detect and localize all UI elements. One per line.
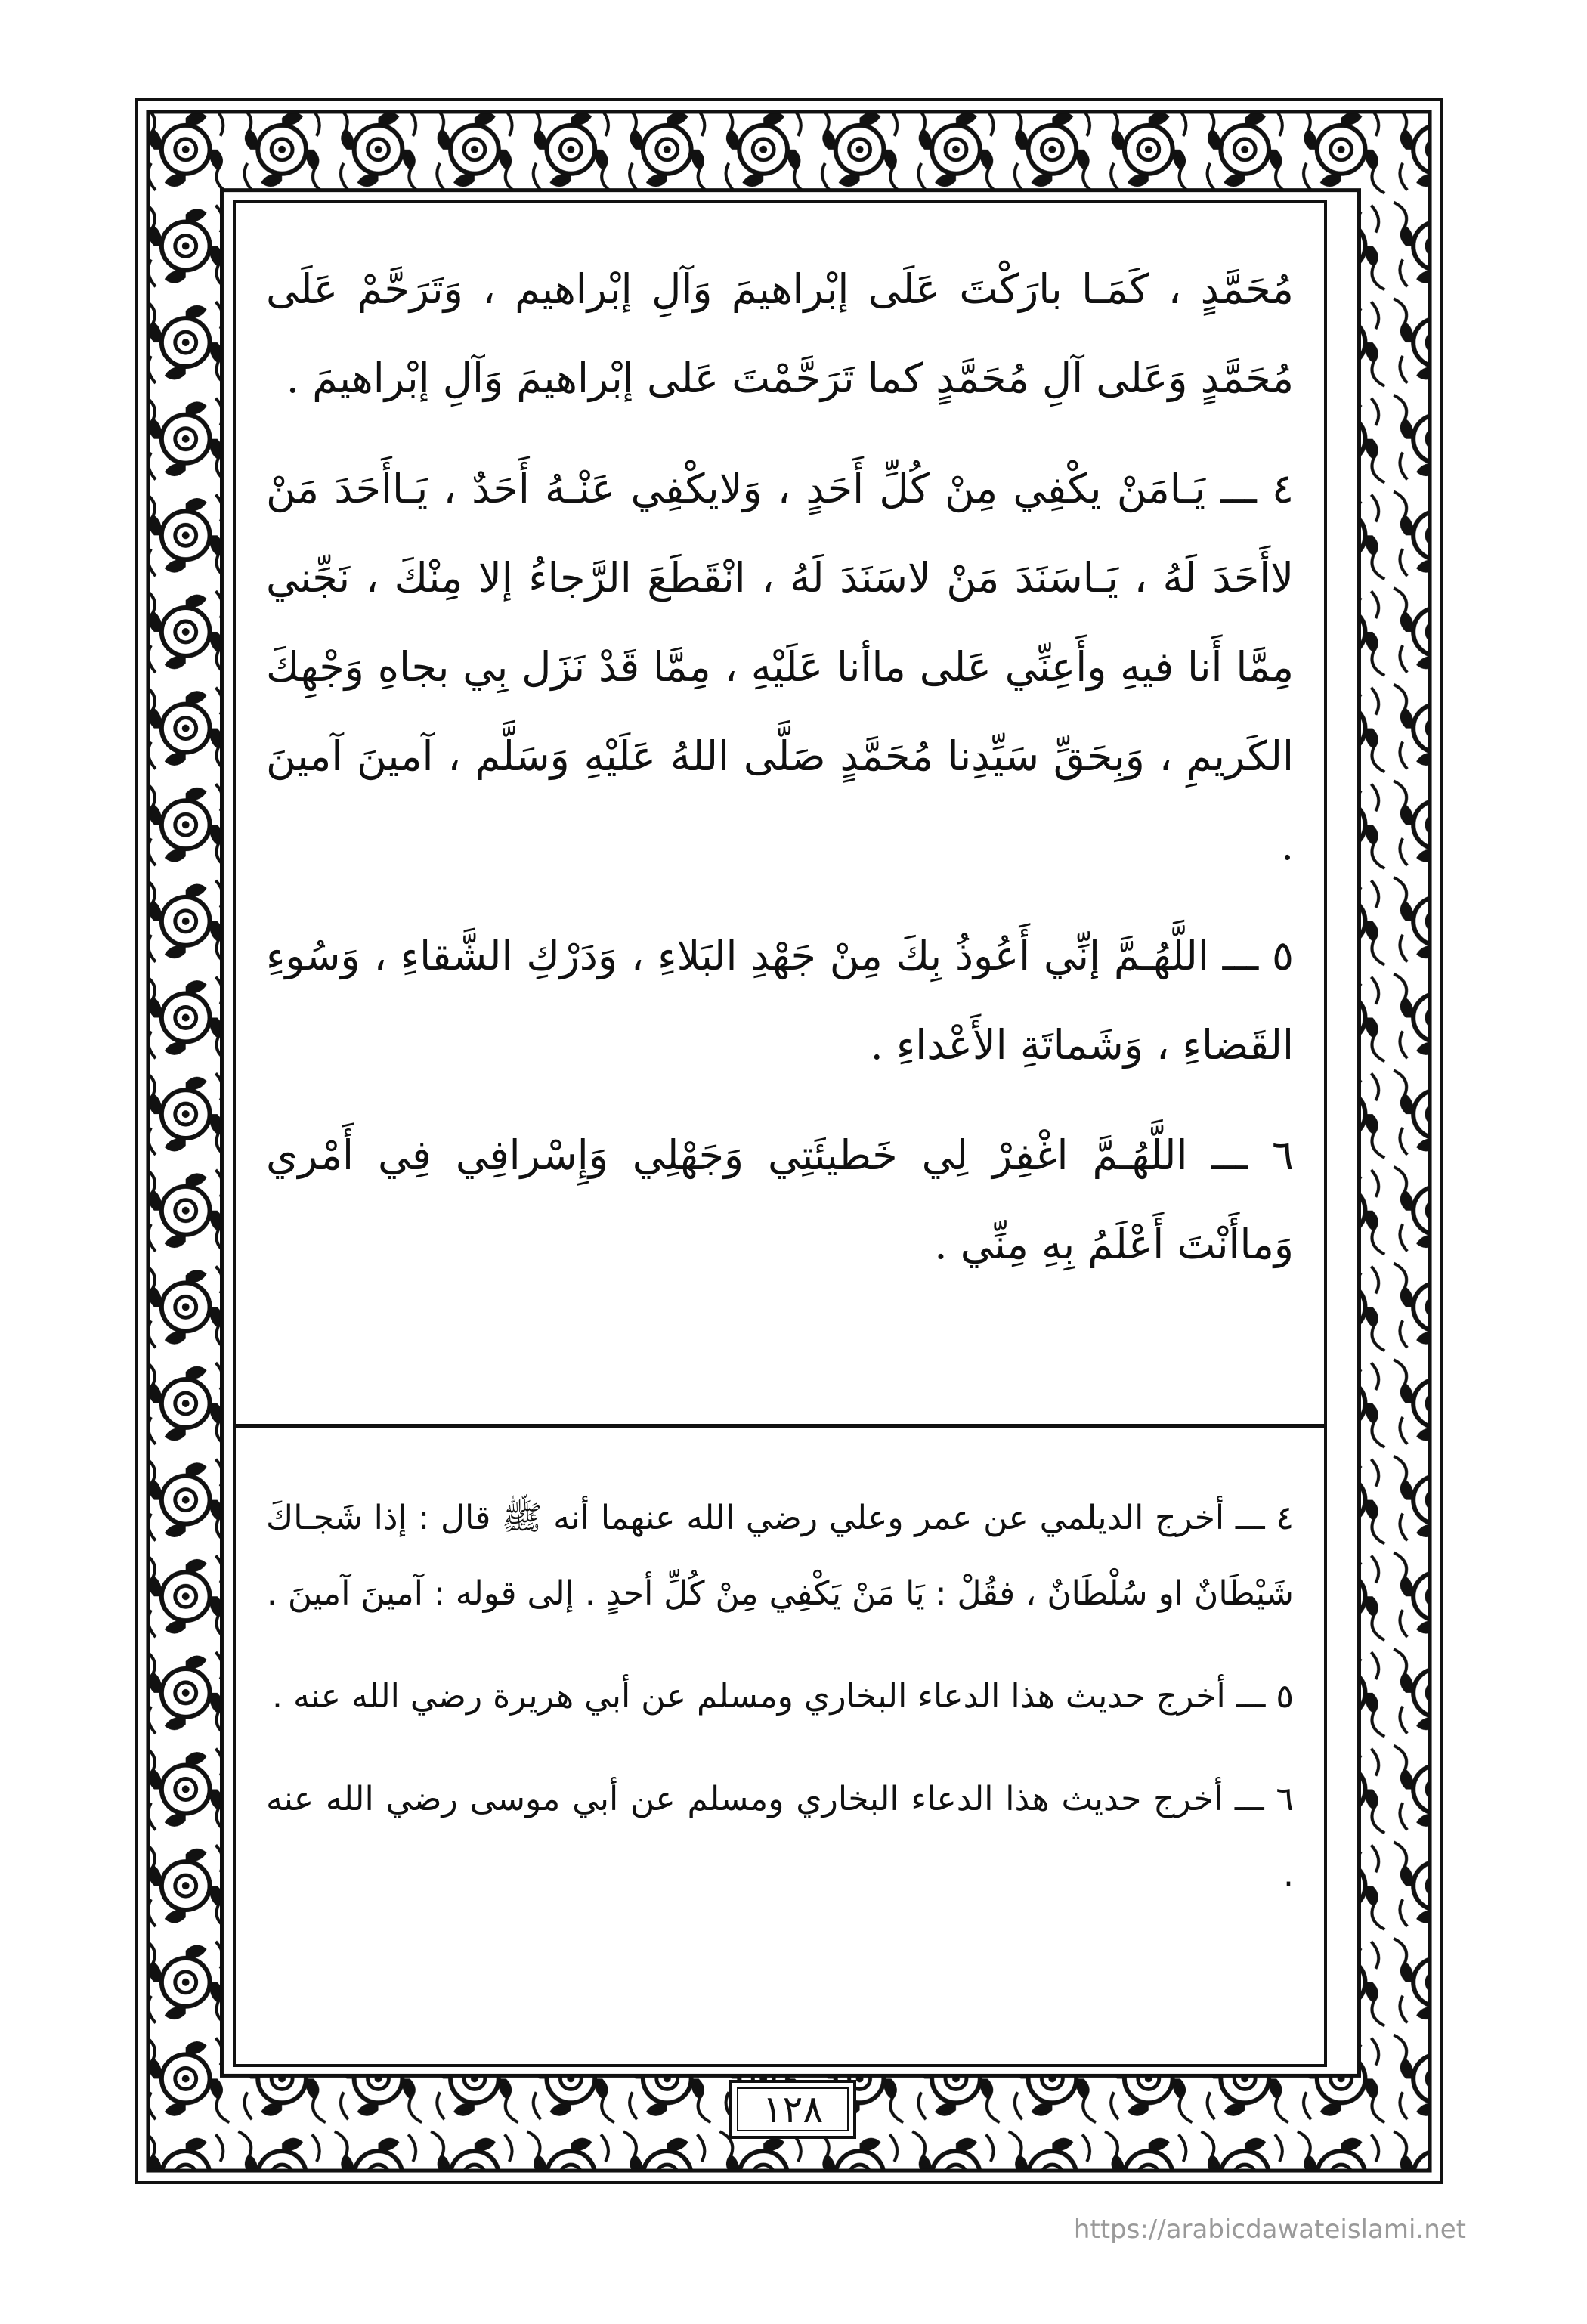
footnote-divider [236, 1424, 1324, 1428]
page-number: ١٢٨ [729, 2080, 856, 2139]
main-paragraph: ٤ ـــ يَـامَنْ يكْفِي مِنْ كُلِّ أَحَدٍ ، وَلايكْفِي عَنْـهُ أَحَدٌ ، يَـاأَحَدَ مَنْ لاأَحَدَ لَهُ ، يَـاسَنَدَ مَنْ لاسَنَدَ لَهُ ، انْقَطَعَ الرَّجاءُ إلا مِنْكَ ، نَجِّني مِمَّا أَنا فيهِ وأَعِنِّي عَلى ماأنا عَلَيْهِ ، مِمَّا قَدْ نَزَل بِي بجاهِ وَجْهِكَ الكَريمِ ، وَبِحَقِّ سَيِّدِنا مُحَمَّدٍ صَلَّى اللهُ عَلَيْهِ وَسَلَّم ، آمينَ آمينَ . [266, 465, 1294, 869]
main-paragraph: ٦ ـــ اللَّهُـمَّ اغْفِرْ لِي خَطيئَتِي وَجَهْلِي وَإِسْرافِي فِي أَمْري وَماأَنْتَ أَعْلَمُ بِهِ مِنِّي . [266, 1131, 1294, 1268]
footnote: ٤ ـــ أخرج الديلمي عن عمر وعلي رضي الله عنهما أنه ﷺ قال : إذا شَجـاكَ شَيْطَانٌ او سُلْطَانٌ ، فقُلْ : يَا مَنْ يَكْفِي مِنْ كُلِّ أحدٍ . إلى قوله : آمينَ آمينَ . [266, 1499, 1294, 1613]
footnote: ٦ ـــ أخرج حديث هذا الدعاء البخاري ومسلم عن أبي موسى رضي الله عنه . [266, 1780, 1294, 1894]
source-url: https://arabicdawateislami.net [1073, 2214, 1466, 2245]
text-box [233, 200, 1327, 2067]
main-paragraph: مُحَمَّدٍ ، كَمَـا بارَكْتَ عَلَى إبْراهيمَ وَآلِ إبْراهيم ، وَتَرَحَّمْ عَلَى مُحَمَّدٍ وَعَلى آلِ مُحَمَّدٍ كما تَرَحَّمْتَ عَلى إبْراهيمَ وَآلِ إبْراهيمَ . [266, 265, 1294, 402]
main-text [266, 245, 1294, 1311]
footnote: ٥ ـــ أخرج حديث هذا الدعاء البخاري ومسلم عن أبي هريرة رضي الله عنه . [271, 1677, 1294, 1716]
footnotes [266, 1481, 1294, 1940]
main-paragraph: ٥ ـــ اللَّهُـمَّ إنِّي أَعُوذُ بِكَ مِنْ جَهْدِ البَلاءِ ، وَدَرْكِ الشَّقاءِ ، وَسُوءِ القَضاءِ ، وَشَماتَةِ الأَعْداءِ . [266, 932, 1294, 1069]
